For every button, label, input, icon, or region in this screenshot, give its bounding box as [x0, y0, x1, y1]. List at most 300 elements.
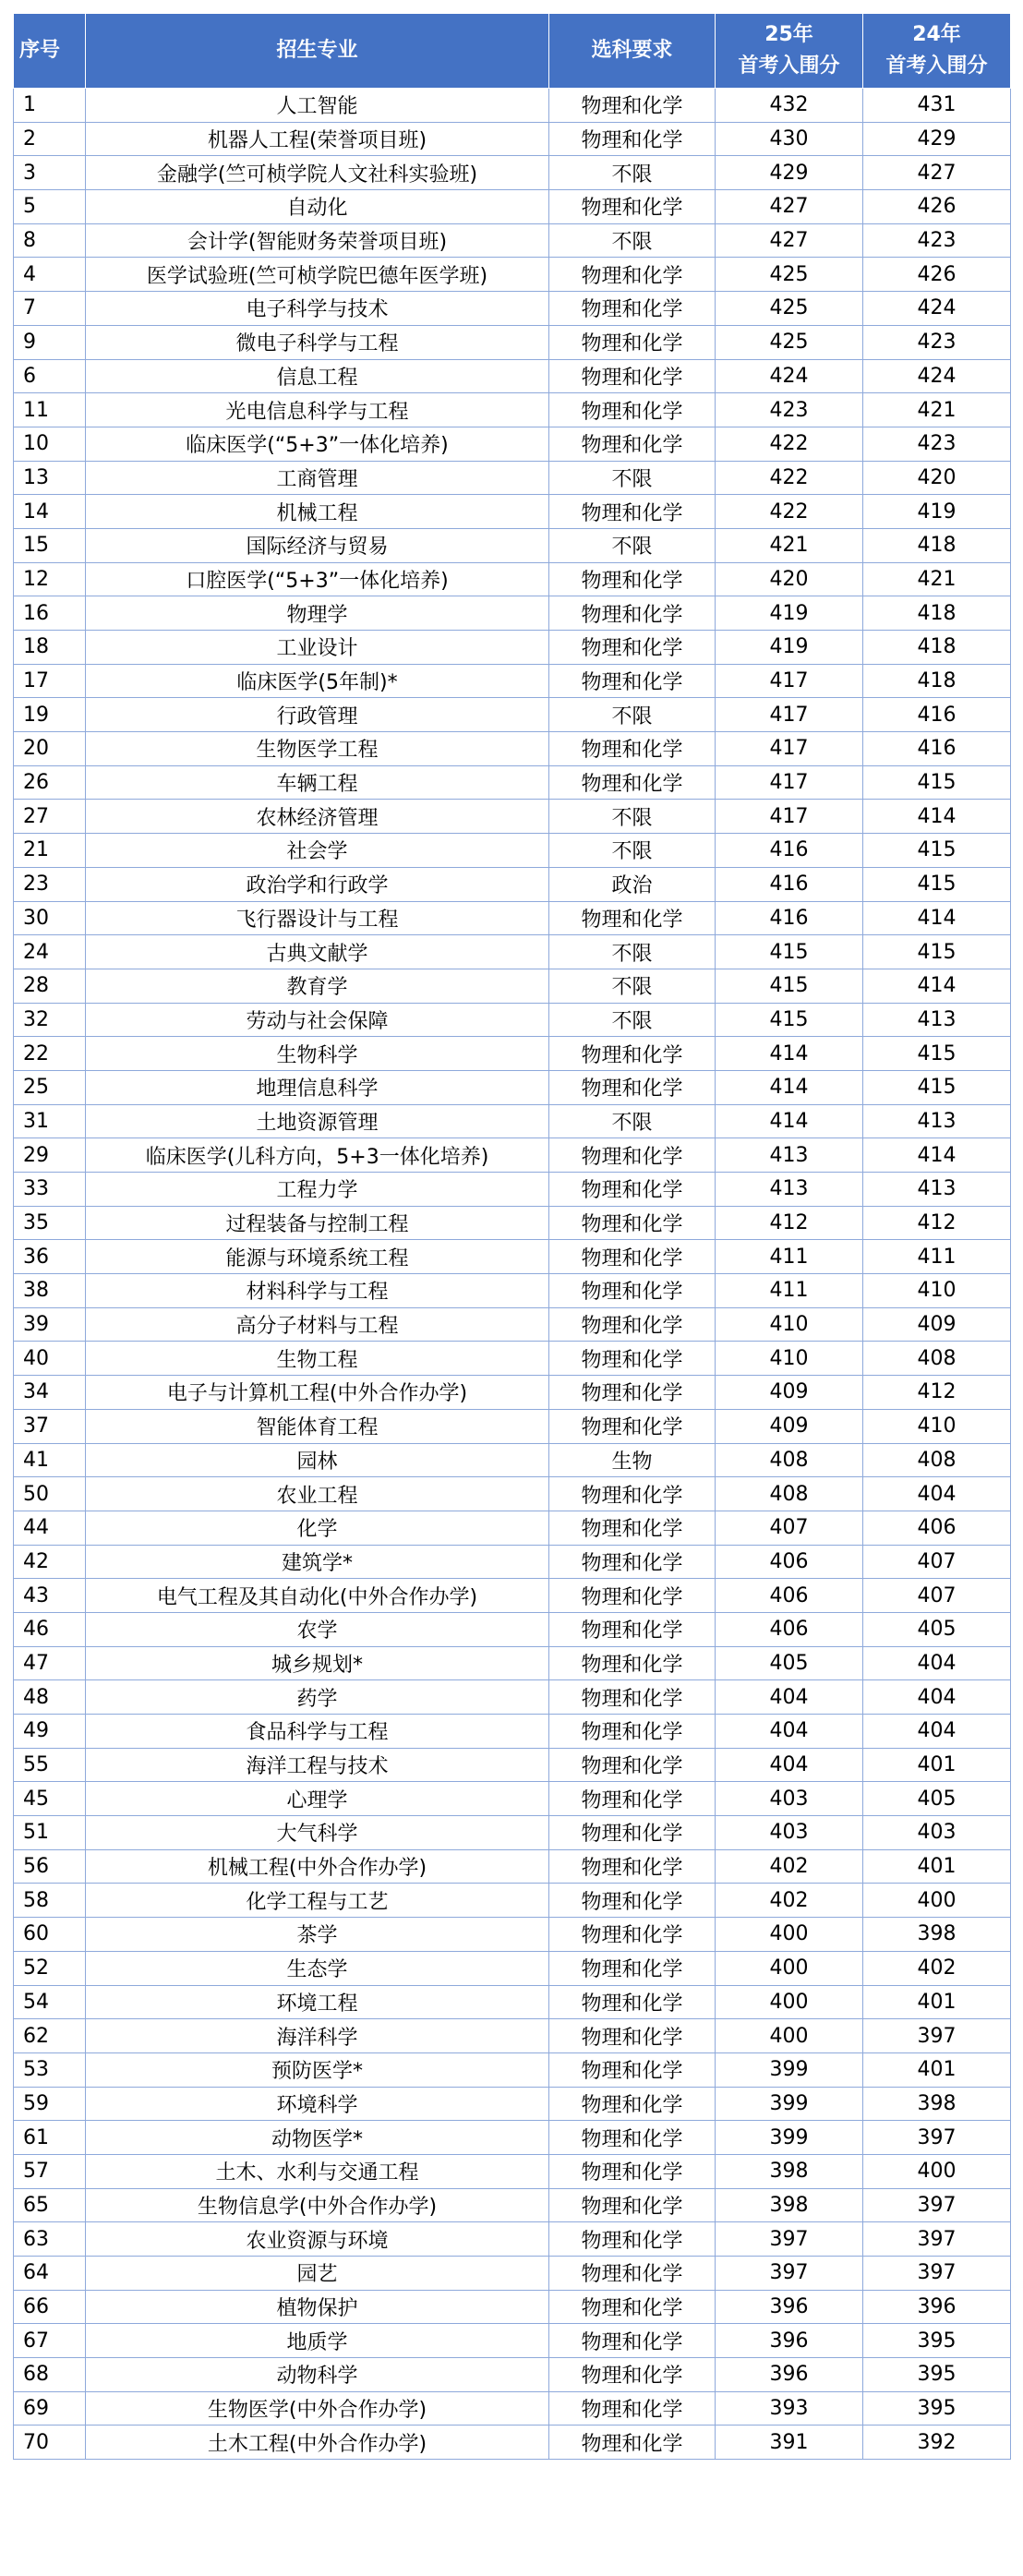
- subject-req-cell: 不限: [549, 1104, 716, 1138]
- score-2024-cell: 406: [863, 1511, 1011, 1545]
- score-2025-cell: 427: [716, 190, 863, 224]
- major-cell: 土地资源管理: [86, 1104, 549, 1138]
- subject-req-cell: 政治: [549, 867, 716, 901]
- score-2025-cell: 414: [716, 1037, 863, 1071]
- table-row: [14, 258, 1011, 292]
- major-cell: 古典文献学: [86, 935, 549, 969]
- score-2025-cell: 425: [716, 292, 863, 326]
- score-2025-cell: 417: [716, 698, 863, 732]
- subject-req-cell: 物理和化学: [549, 1206, 716, 1240]
- major-cell: 城乡规划*: [86, 1646, 549, 1680]
- score-2024-cell: 397: [863, 2257, 1011, 2291]
- table-row: [14, 1240, 1011, 1274]
- seq-cell: 52: [14, 1951, 86, 1985]
- score-2025-cell: 419: [716, 631, 863, 665]
- score-2025-cell: 410: [716, 1342, 863, 1376]
- subject-req-cell: 物理和化学: [549, 1409, 716, 1443]
- major-cell: 过程装备与控制工程: [86, 1206, 549, 1240]
- score-2024-cell: 395: [863, 2324, 1011, 2358]
- table-row: [14, 1511, 1011, 1545]
- table-row: [14, 156, 1011, 190]
- table-row: [14, 1376, 1011, 1410]
- score-2024-cell: 426: [863, 190, 1011, 224]
- table-row: [14, 935, 1011, 969]
- score-2025-cell: 399: [716, 2121, 863, 2155]
- table-row: [14, 1138, 1011, 1173]
- table-row: [14, 2324, 1011, 2358]
- score-2025-cell: 400: [716, 1985, 863, 2019]
- table-row: [14, 1680, 1011, 1715]
- score-2025-cell: 417: [716, 800, 863, 834]
- seq-cell: 60: [14, 1918, 86, 1952]
- major-cell: 大气科学: [86, 1816, 549, 1850]
- seq-cell: 62: [14, 2019, 86, 2053]
- seq-cell: 18: [14, 631, 86, 665]
- seq-cell: 70: [14, 2426, 86, 2460]
- header-score-2025-label: 首考入围分: [738, 54, 840, 78]
- seq-cell: 58: [14, 1884, 86, 1918]
- major-cell: 预防医学*: [86, 2052, 549, 2087]
- score-2024-cell: 413: [863, 1173, 1011, 1207]
- subject-req-cell: 物理和化学: [549, 1376, 716, 1410]
- header-score-2024-year: 24年: [912, 23, 961, 46]
- score-2025-cell: 398: [716, 2188, 863, 2222]
- table-row: [14, 1342, 1011, 1376]
- seq-cell: 61: [14, 2121, 86, 2155]
- score-2024-cell: 405: [863, 1612, 1011, 1646]
- score-2024-cell: 409: [863, 1307, 1011, 1342]
- score-2025-cell: 420: [716, 562, 863, 596]
- seq-cell: 67: [14, 2324, 86, 2358]
- score-2024-cell: 401: [863, 1985, 1011, 2019]
- seq-cell: 54: [14, 1985, 86, 2019]
- table-row: [14, 461, 1011, 495]
- score-2024-cell: 398: [863, 2087, 1011, 2121]
- score-2024-cell: 416: [863, 698, 1011, 732]
- header-score-2025: [716, 14, 863, 89]
- seq-cell: 64: [14, 2257, 86, 2291]
- score-2025-cell: 397: [716, 2222, 863, 2257]
- seq-cell: 19: [14, 698, 86, 732]
- score-2025-cell: 407: [716, 1511, 863, 1545]
- score-2024-cell: 421: [863, 393, 1011, 427]
- subject-req-cell: 物理和化学: [549, 258, 716, 292]
- major-cell: 环境科学: [86, 2087, 549, 2121]
- score-2024-cell: 413: [863, 1104, 1011, 1138]
- subject-req-cell: 物理和化学: [549, 2290, 716, 2324]
- table-row: [14, 698, 1011, 732]
- table-row: [14, 2358, 1011, 2392]
- seq-cell: 4: [14, 258, 86, 292]
- table-row: [14, 562, 1011, 596]
- score-2024-cell: 410: [863, 1409, 1011, 1443]
- major-cell: 高分子材料与工程: [86, 1307, 549, 1342]
- seq-cell: 34: [14, 1376, 86, 1410]
- table-row: [14, 2426, 1011, 2460]
- major-cell: 微电子科学与工程: [86, 325, 549, 359]
- seq-cell: 32: [14, 1003, 86, 1037]
- major-cell: 智能体育工程: [86, 1409, 549, 1443]
- score-2024-cell: 418: [863, 664, 1011, 698]
- score-2024-cell: 418: [863, 631, 1011, 665]
- score-2025-cell: 427: [716, 223, 863, 258]
- seq-cell: 23: [14, 867, 86, 901]
- seq-cell: 26: [14, 765, 86, 800]
- seq-cell: 3: [14, 156, 86, 190]
- subject-req-cell: 物理和化学: [549, 596, 716, 631]
- score-2025-cell: 413: [716, 1173, 863, 1207]
- subject-req-cell: 物理和化学: [549, 1070, 716, 1104]
- table-row: [14, 190, 1011, 224]
- header-score-2024: [863, 14, 1011, 89]
- subject-req-cell: 物理和化学: [549, 89, 716, 123]
- score-2024-cell: 426: [863, 258, 1011, 292]
- subject-req-cell: 不限: [549, 969, 716, 1003]
- score-2025-cell: 396: [716, 2358, 863, 2392]
- score-2024-cell: 423: [863, 427, 1011, 461]
- seq-cell: 2: [14, 122, 86, 156]
- major-cell: 临床医学(儿科方向，5+3一体化培养): [86, 1138, 549, 1173]
- subject-req-cell: 物理和化学: [549, 1307, 716, 1342]
- seq-cell: 57: [14, 2154, 86, 2188]
- subject-req-cell: 物理和化学: [549, 393, 716, 427]
- score-2025-cell: 399: [716, 2087, 863, 2121]
- seq-cell: 53: [14, 2052, 86, 2087]
- subject-req-cell: 物理和化学: [549, 2222, 716, 2257]
- score-2025-cell: 422: [716, 461, 863, 495]
- subject-req-cell: 物理和化学: [549, 1951, 716, 1985]
- table-row: [14, 1443, 1011, 1477]
- subject-req-cell: 物理和化学: [549, 1715, 716, 1749]
- score-2025-cell: 408: [716, 1477, 863, 1511]
- table-row: [14, 1545, 1011, 1579]
- subject-req-cell: 物理和化学: [549, 1680, 716, 1715]
- score-2024-cell: 416: [863, 732, 1011, 766]
- major-cell: 地质学: [86, 2324, 549, 2358]
- score-2025-cell: 402: [716, 1849, 863, 1884]
- score-2025-cell: 422: [716, 427, 863, 461]
- major-cell: 会计学(智能财务荣誉项目班): [86, 223, 549, 258]
- major-cell: 口腔医学(“5+3”一体化培养): [86, 562, 549, 596]
- seq-cell: 29: [14, 1138, 86, 1173]
- table-row: [14, 765, 1011, 800]
- major-cell: 生态学: [86, 1951, 549, 1985]
- major-cell: 临床医学(“5+3”一体化培养): [86, 427, 549, 461]
- subject-req-cell: 物理和化学: [549, 2188, 716, 2222]
- subject-req-cell: 物理和化学: [549, 732, 716, 766]
- subject-req-cell: 物理和化学: [549, 562, 716, 596]
- score-2024-cell: 404: [863, 1680, 1011, 1715]
- table-row: [14, 359, 1011, 393]
- score-2024-cell: 397: [863, 2222, 1011, 2257]
- seq-cell: 24: [14, 935, 86, 969]
- subject-req-cell: 物理和化学: [549, 1748, 716, 1782]
- subject-req-cell: 物理和化学: [549, 664, 716, 698]
- subject-req-cell: 物理和化学: [549, 1918, 716, 1952]
- table-row: [14, 1951, 1011, 1985]
- seq-cell: 48: [14, 1680, 86, 1715]
- table-row: [14, 1003, 1011, 1037]
- score-2024-cell: 395: [863, 2358, 1011, 2392]
- major-cell: 海洋工程与技术: [86, 1748, 549, 1782]
- major-cell: 工程力学: [86, 1173, 549, 1207]
- table-row: [14, 664, 1011, 698]
- score-2025-cell: 400: [716, 1951, 863, 1985]
- score-2024-cell: 415: [863, 1070, 1011, 1104]
- seq-cell: 28: [14, 969, 86, 1003]
- score-2025-cell: 400: [716, 1918, 863, 1952]
- major-cell: 社会学: [86, 834, 549, 868]
- score-2024-cell: 397: [863, 2019, 1011, 2053]
- seq-cell: 11: [14, 393, 86, 427]
- score-2024-cell: 420: [863, 461, 1011, 495]
- seq-cell: 27: [14, 800, 86, 834]
- seq-cell: 46: [14, 1612, 86, 1646]
- score-2025-cell: 409: [716, 1376, 863, 1410]
- score-2025-cell: 410: [716, 1307, 863, 1342]
- table-row: [14, 1918, 1011, 1952]
- major-cell: 医学试验班(竺可桢学院巴德年医学班): [86, 258, 549, 292]
- seq-cell: 42: [14, 1545, 86, 1579]
- seq-cell: 69: [14, 2391, 86, 2426]
- table-row: [14, 1477, 1011, 1511]
- subject-req-cell: 物理和化学: [549, 2257, 716, 2291]
- score-2025-cell: 423: [716, 393, 863, 427]
- score-2025-cell: 408: [716, 1443, 863, 1477]
- score-2024-cell: 403: [863, 1816, 1011, 1850]
- seq-cell: 38: [14, 1274, 86, 1308]
- score-2024-cell: 429: [863, 122, 1011, 156]
- score-2025-cell: 416: [716, 834, 863, 868]
- major-cell: 农林经济管理: [86, 800, 549, 834]
- major-cell: 农业工程: [86, 1477, 549, 1511]
- subject-req-cell: 物理和化学: [549, 190, 716, 224]
- table-row: [14, 427, 1011, 461]
- score-2024-cell: 423: [863, 325, 1011, 359]
- table-row: [14, 1612, 1011, 1646]
- subject-req-cell: 物理和化学: [549, 359, 716, 393]
- subject-req-cell: 物理和化学: [549, 122, 716, 156]
- table-body: [14, 89, 1011, 2460]
- seq-cell: 41: [14, 1443, 86, 1477]
- score-2024-cell: 427: [863, 156, 1011, 190]
- score-2025-cell: 391: [716, 2426, 863, 2460]
- score-2024-cell: 396: [863, 2290, 1011, 2324]
- score-2024-cell: 407: [863, 1545, 1011, 1579]
- score-2025-cell: 425: [716, 325, 863, 359]
- table-row: [14, 596, 1011, 631]
- subject-req-cell: 物理和化学: [549, 2358, 716, 2392]
- subject-req-cell: 物理和化学: [549, 1477, 716, 1511]
- major-cell: 化学: [86, 1511, 549, 1545]
- score-2024-cell: 412: [863, 1206, 1011, 1240]
- major-cell: 茶学: [86, 1918, 549, 1952]
- table-header-row: [14, 14, 1011, 89]
- score-2025-cell: 412: [716, 1206, 863, 1240]
- major-cell: 车辆工程: [86, 765, 549, 800]
- table-row: [14, 393, 1011, 427]
- score-2024-cell: 395: [863, 2391, 1011, 2426]
- score-2024-cell: 401: [863, 2052, 1011, 2087]
- subject-req-cell: 物理和化学: [549, 2324, 716, 2358]
- subject-req-cell: 不限: [549, 156, 716, 190]
- table-row: [14, 2154, 1011, 2188]
- subject-req-cell: 物理和化学: [549, 1511, 716, 1545]
- subject-req-cell: 物理和化学: [549, 1138, 716, 1173]
- score-2025-cell: 415: [716, 935, 863, 969]
- seq-cell: 17: [14, 664, 86, 698]
- subject-req-cell: 物理和化学: [549, 1579, 716, 1613]
- score-2024-cell: 415: [863, 765, 1011, 800]
- major-cell: 建筑学*: [86, 1545, 549, 1579]
- table-row: [14, 528, 1011, 562]
- major-cell: 自动化: [86, 190, 549, 224]
- major-cell: 国际经济与贸易: [86, 528, 549, 562]
- seq-cell: 10: [14, 427, 86, 461]
- score-2024-cell: 414: [863, 969, 1011, 1003]
- header-score-2024-label: 首考入围分: [885, 54, 988, 78]
- score-2025-cell: 425: [716, 258, 863, 292]
- score-2025-cell: 411: [716, 1274, 863, 1308]
- subject-req-cell: 物理和化学: [549, 2019, 716, 2053]
- table-row: [14, 800, 1011, 834]
- seq-cell: 1: [14, 89, 86, 123]
- score-2025-cell: 393: [716, 2391, 863, 2426]
- major-cell: 飞行器设计与工程: [86, 901, 549, 935]
- major-cell: 行政管理: [86, 698, 549, 732]
- table-row: [14, 1646, 1011, 1680]
- major-cell: 动物医学*: [86, 2121, 549, 2155]
- score-2025-cell: 415: [716, 1003, 863, 1037]
- table-row: [14, 2052, 1011, 2087]
- table-row: [14, 89, 1011, 123]
- major-cell: 金融学(竺可桢学院人文社科实验班): [86, 156, 549, 190]
- score-2025-cell: 403: [716, 1782, 863, 1816]
- table-row: [14, 834, 1011, 868]
- subject-req-cell: 物理和化学: [549, 2121, 716, 2155]
- header-major: 招生专业: [86, 14, 549, 89]
- seq-cell: 59: [14, 2087, 86, 2121]
- score-2025-cell: 417: [716, 664, 863, 698]
- major-cell: 工业设计: [86, 631, 549, 665]
- score-2025-cell: 404: [716, 1680, 863, 1715]
- subject-req-cell: 不限: [549, 834, 716, 868]
- subject-req-cell: 物理和化学: [549, 1037, 716, 1071]
- major-cell: 土木工程(中外合作办学): [86, 2426, 549, 2460]
- score-2025-cell: 424: [716, 359, 863, 393]
- score-2024-cell: 424: [863, 359, 1011, 393]
- table-row: [14, 1206, 1011, 1240]
- subject-req-cell: 不限: [549, 800, 716, 834]
- score-2025-cell: 413: [716, 1138, 863, 1173]
- subject-req-cell: 物理和化学: [549, 765, 716, 800]
- score-2024-cell: 423: [863, 223, 1011, 258]
- header-subject-req: 选科要求: [549, 14, 716, 89]
- score-2024-cell: 404: [863, 1477, 1011, 1511]
- table-row: [14, 1849, 1011, 1884]
- major-cell: 海洋科学: [86, 2019, 549, 2053]
- seq-cell: 35: [14, 1206, 86, 1240]
- major-cell: 材料科学与工程: [86, 1274, 549, 1308]
- subject-req-cell: 物理和化学: [549, 495, 716, 529]
- major-cell: 生物信息学(中外合作办学): [86, 2188, 549, 2222]
- score-2024-cell: 412: [863, 1376, 1011, 1410]
- score-2024-cell: 413: [863, 1003, 1011, 1037]
- seq-cell: 30: [14, 901, 86, 935]
- score-2025-cell: 406: [716, 1612, 863, 1646]
- subject-req-cell: 不限: [549, 698, 716, 732]
- score-2024-cell: 400: [863, 1884, 1011, 1918]
- table-row: [14, 2222, 1011, 2257]
- score-2024-cell: 404: [863, 1715, 1011, 1749]
- seq-cell: 16: [14, 596, 86, 631]
- score-2025-cell: 403: [716, 1816, 863, 1850]
- seq-cell: 66: [14, 2290, 86, 2324]
- score-2024-cell: 415: [863, 1037, 1011, 1071]
- major-cell: 动物科学: [86, 2358, 549, 2392]
- major-cell: 教育学: [86, 969, 549, 1003]
- seq-cell: 21: [14, 834, 86, 868]
- score-2024-cell: 407: [863, 1579, 1011, 1613]
- score-2025-cell: 398: [716, 2154, 863, 2188]
- seq-cell: 25: [14, 1070, 86, 1104]
- table-row: [14, 2019, 1011, 2053]
- score-2025-cell: 399: [716, 2052, 863, 2087]
- table-row: [14, 1816, 1011, 1850]
- table-row: [14, 223, 1011, 258]
- score-2025-cell: 419: [716, 596, 863, 631]
- major-cell: 物理学: [86, 596, 549, 631]
- seq-cell: 49: [14, 1715, 86, 1749]
- score-2024-cell: 415: [863, 867, 1011, 901]
- score-2024-cell: 401: [863, 1849, 1011, 1884]
- seq-cell: 5: [14, 190, 86, 224]
- table-row: [14, 1037, 1011, 1071]
- subject-req-cell: 物理和化学: [549, 1782, 716, 1816]
- seq-cell: 45: [14, 1782, 86, 1816]
- score-2024-cell: 415: [863, 834, 1011, 868]
- subject-req-cell: 物理和化学: [549, 1884, 716, 1918]
- seq-cell: 37: [14, 1409, 86, 1443]
- score-2025-cell: 396: [716, 2290, 863, 2324]
- score-2024-cell: 414: [863, 1138, 1011, 1173]
- major-cell: 能源与环境系统工程: [86, 1240, 549, 1274]
- score-2025-cell: 416: [716, 901, 863, 935]
- major-cell: 工商管理: [86, 461, 549, 495]
- major-cell: 农学: [86, 1612, 549, 1646]
- table-row: [14, 2257, 1011, 2291]
- table-row: [14, 1274, 1011, 1308]
- score-2024-cell: 397: [863, 2121, 1011, 2155]
- major-cell: 化学工程与工艺: [86, 1884, 549, 1918]
- score-2024-cell: 400: [863, 2154, 1011, 2188]
- seq-cell: 9: [14, 325, 86, 359]
- table-row: [14, 1173, 1011, 1207]
- admission-score-table: [13, 13, 1011, 2460]
- subject-req-cell: 生物: [549, 1443, 716, 1477]
- table-row: [14, 969, 1011, 1003]
- seq-cell: 13: [14, 461, 86, 495]
- score-2024-cell: 392: [863, 2426, 1011, 2460]
- seq-cell: 14: [14, 495, 86, 529]
- score-2025-cell: 417: [716, 765, 863, 800]
- major-cell: 生物医学工程: [86, 732, 549, 766]
- table-row: [14, 2121, 1011, 2155]
- major-cell: 环境工程: [86, 1985, 549, 2019]
- table-row: [14, 495, 1011, 529]
- score-2025-cell: 404: [716, 1715, 863, 1749]
- seq-cell: 65: [14, 2188, 86, 2222]
